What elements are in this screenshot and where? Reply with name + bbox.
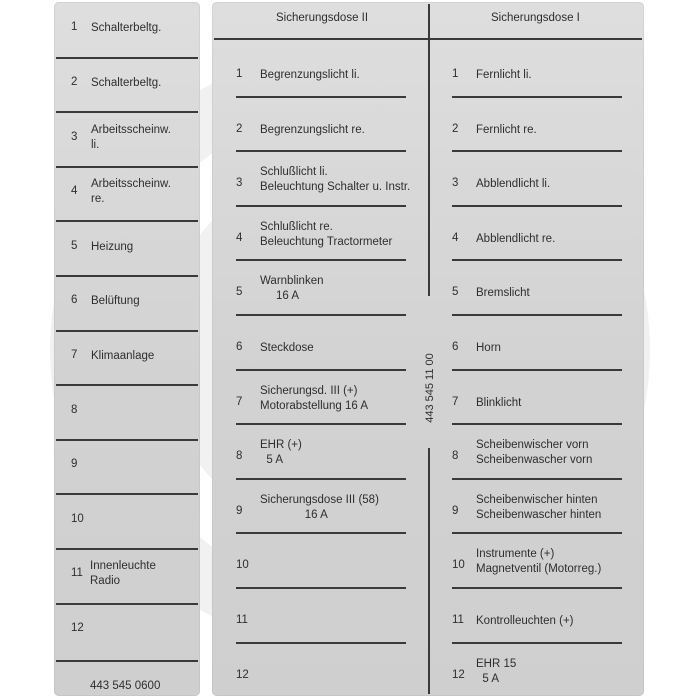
left-fuse-number: 10 (71, 512, 84, 525)
sicherungsdose-i-row-divider (452, 587, 622, 589)
left-row-divider (56, 384, 198, 386)
sicherungsdose-ii-row-divider (236, 587, 406, 589)
sicherungsdose-i-fuse-number: 8 (452, 450, 459, 463)
sicherungsdose-i-fuse-number: 1 (452, 68, 459, 80)
sicherungsdose-ii-row-divider (236, 96, 406, 98)
left-fuse-number: 6 (71, 294, 78, 307)
sicherungsdose-i-fuse-number: 12 (452, 668, 465, 681)
sicherungsdose-i-fuse-number: 5 (452, 286, 459, 299)
sicherungsdose-ii-fuse-label: Warnblinken 16 A (260, 275, 324, 303)
column-divider-bottom (428, 448, 430, 694)
left-row-divider (56, 220, 198, 222)
sicherungsdose-ii-fuse-number: 2 (236, 122, 243, 135)
sicherungsdose-i-fuse-number: 11 (452, 614, 464, 626)
sicherungsdose-i-fuse-label: Abblendlicht re. (476, 232, 556, 245)
sicherungsdose-i-fuse-number: 7 (452, 395, 459, 408)
left-fuse-number: 11 (71, 567, 83, 580)
sicherungsdose-i-fuse-label: Bremslicht (476, 287, 530, 300)
left-fuse-label: Arbeitsscheinw. re. (91, 178, 171, 206)
sicherungsdose-ii-fuse-number: 9 (236, 504, 243, 517)
left-row-divider (56, 439, 198, 441)
sicherungsdose-ii-fuse-number: 8 (236, 450, 243, 463)
column-title-sicherungsdose-i: Sicherungsdose I (491, 12, 580, 24)
sicherungsdose-ii-fuse-number: 10 (236, 559, 249, 572)
sicherungsdose-i-row-divider (452, 532, 622, 534)
left-fuse-label: Klimaanlage (91, 349, 155, 362)
left-fuse-label: Innenleuchte Radio (90, 560, 156, 588)
sicherungsdose-i-fuse-number: 3 (452, 177, 459, 190)
sicherungsdose-ii-fuse-number: 12 (236, 668, 249, 681)
left-fuse-number: 3 (71, 130, 78, 143)
sicherungsdose-i-row-divider (452, 314, 622, 316)
left-row-divider (56, 548, 198, 550)
sicherungsdose-i-row-divider (452, 96, 622, 98)
sicherungsdose-i-fuse-label: Fernlicht li. (476, 69, 532, 81)
sicherungsdose-ii-fuse-label: Steckdose (260, 342, 314, 354)
left-fuse-label: Belüftung (91, 295, 140, 308)
sicherungsdose-ii-row-divider (236, 205, 406, 207)
sicherungsdose-ii-row-divider (236, 532, 406, 534)
sicherungsdose-i-fuse-label: Scheibenwischer hinten Scheibenwascher hinten (476, 493, 602, 521)
sicherungsdose-i-fuse-label: Kontrolleuchten (+) (476, 615, 574, 627)
left-fuse-number: 8 (71, 403, 78, 416)
left-fuse-label: Schalterbeltg. (91, 22, 162, 35)
sicherungsdose-i-row-divider (452, 478, 622, 480)
sicherungsdose-ii-fuse-label: EHR (+) 5 A (260, 439, 302, 467)
left-row-divider (56, 57, 198, 59)
left-fuse-number: 4 (71, 185, 78, 198)
left-fuse-number: 12 (71, 621, 84, 634)
sicherungsdose-ii-row-divider (236, 259, 406, 261)
left-fuse-number: 5 (71, 239, 78, 252)
sicherungsdose-ii-fuse-number: 11 (236, 614, 248, 626)
sicherungsdose-ii-fuse-number: 1 (236, 68, 243, 80)
sicherungsdose-ii-fuse-number: 7 (236, 395, 243, 408)
left-fuse-label: Heizung (91, 240, 134, 253)
sicherungsdose-i-fuse-number: 2 (452, 122, 459, 135)
sicherungsdose-i-fuse-number: 6 (452, 341, 459, 353)
left-row-divider (56, 330, 198, 332)
sicherungsdose-i-row-divider (452, 423, 622, 425)
sicherungsdose-i-fuse-label: Horn (476, 342, 501, 354)
sicherungsdose-i-row-divider (452, 369, 622, 371)
sicherungsdose-i-fuse-number: 9 (452, 504, 459, 517)
vertical-part-code: 443 545 11 00 (424, 353, 436, 423)
left-row-divider (56, 111, 198, 113)
column-title-sicherungsdose-ii: Sicherungsdose II (276, 12, 369, 24)
left-row-divider (56, 166, 198, 168)
left-fuse-label: Schalterbeltg. (91, 76, 162, 89)
sicherungsdose-i-fuse-label: Instrumente (+) Magnetventil (Motorreg.) (476, 548, 602, 576)
sicherungsdose-ii-row-divider (236, 423, 406, 425)
sicherungsdose-i-fuse-number: 4 (452, 231, 459, 244)
sicherungsdose-ii-row-divider (236, 150, 406, 152)
sicherungsdose-ii-fuse-number: 4 (236, 231, 243, 244)
sicherungsdose-ii-fuse-label: Begrenzungslicht li. (260, 69, 360, 81)
sicherungsdose-ii-row-divider (236, 369, 406, 371)
sicherungsdose-ii-row-divider (236, 478, 406, 480)
part-number: 443 545 0600 (90, 680, 161, 692)
left-fuse-number: 1 (71, 21, 78, 34)
sicherungsdose-i-fuse-label: Scheibenwischer vorn Scheibenwascher vorn (476, 439, 593, 467)
left-fuse-label: Arbeitsscheinw. li. (91, 123, 171, 151)
sicherungsdose-i-row-divider (452, 150, 622, 152)
left-row-divider (56, 493, 198, 495)
column-divider-top (428, 4, 430, 296)
sicherungsdose-i-fuse-label: Blinklicht (476, 396, 522, 409)
sicherungsdose-i-fuse-label: Fernlicht re. (476, 123, 537, 136)
sicherungsdose-i-row-divider (452, 259, 622, 261)
left-fuse-number: 2 (71, 75, 78, 88)
sicherungsdose-i-row-divider (452, 205, 622, 207)
sicherungsdose-ii-fuse-number: 3 (236, 177, 243, 190)
sicherungsdose-ii-fuse-number: 6 (236, 341, 243, 353)
left-fuse-number: 7 (71, 348, 78, 361)
sicherungsdose-ii-row-divider (236, 642, 406, 644)
sicherungsdose-i-fuse-label: EHR 15 5 A (476, 657, 517, 685)
left-row-divider (56, 275, 198, 277)
sicherungsdose-ii-fuse-label: Begrenzungslicht re. (260, 123, 365, 136)
left-row-divider (56, 603, 198, 605)
sicherungsdose-ii-fuse-label: Schlußlicht li. Beleuchtung Schalter u. Instr. (260, 166, 411, 194)
sicherungsdose-i-row-divider (452, 642, 622, 644)
sicherungsdose-ii-fuse-number: 5 (236, 286, 243, 299)
left-bottom-divider (56, 660, 198, 662)
sicherungsdose-ii-fuse-label: Sicherungsdose III (58) 16 A (260, 493, 379, 521)
sicherungsdose-ii-fuse-label: Schlußlicht re. Beleuchtung Tractormeter (260, 220, 393, 248)
sicherungsdose-i-fuse-number: 10 (452, 559, 465, 572)
sicherungsdose-ii-row-divider (236, 314, 406, 316)
sicherungsdose-ii-fuse-label: Sicherungsd. III (+) Motorabstellung 16 A (260, 384, 369, 412)
left-fuse-number: 9 (71, 458, 78, 471)
sicherungsdose-i-fuse-label: Abblendlicht li. (476, 178, 551, 191)
